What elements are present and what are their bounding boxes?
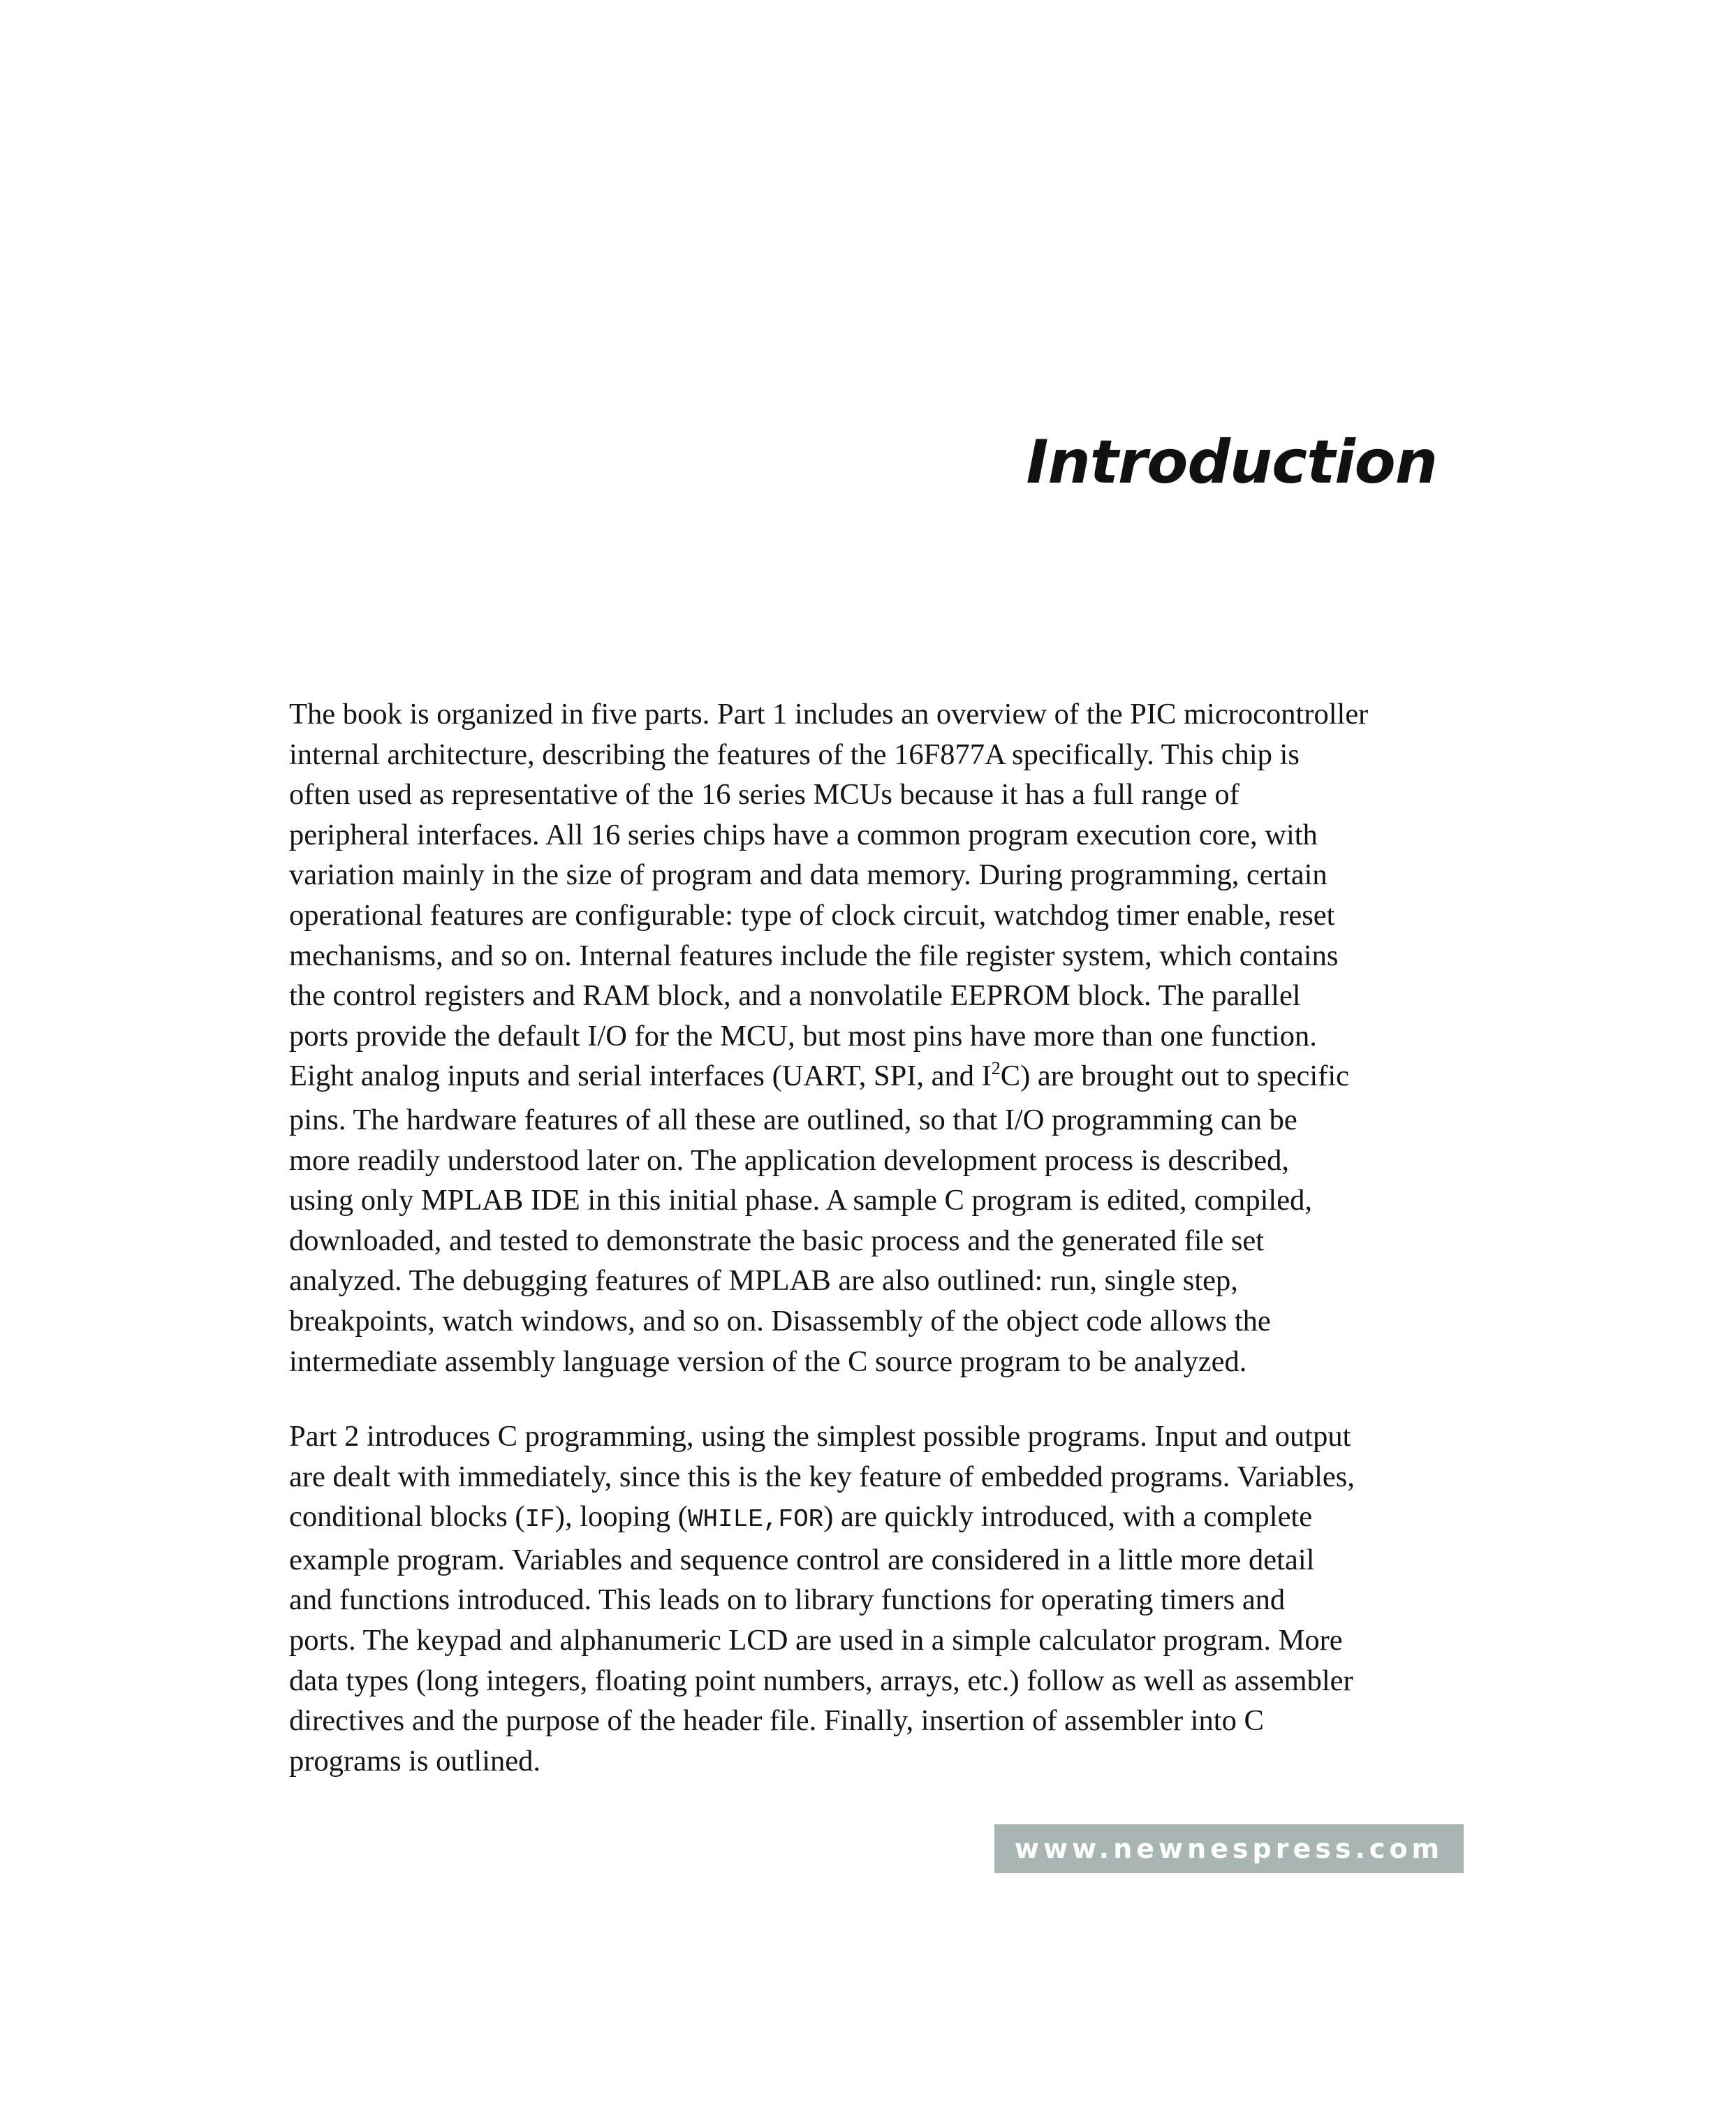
text-line: data types (long integers, floating point numbers, arrays, etc.) follow as well as assembler — [289, 1664, 1353, 1697]
text-line: The book is organized in five parts. Part 1 includes an overview of the PIC microcontroller — [289, 698, 1369, 731]
text-segment: conditional blocks ( — [289, 1500, 525, 1534]
footer-url: www.newnespress.com — [1014, 1833, 1444, 1864]
code-keyword: WHILE,FOR — [687, 1505, 824, 1534]
text-line: are dealt with immediately, since this is the key feature of embedded programs. Variables, — [289, 1460, 1355, 1493]
text-line: intermediate assembly language version of the C source program to be analyzed. — [289, 1344, 1247, 1378]
text-line: operational features are configurable: type of clock circuit, watchdog timer enable, reset — [289, 898, 1335, 932]
text-line: ports. The keypad and alphanumeric LCD are used in a simple calculator program. More — [289, 1624, 1343, 1657]
footer-badge — [994, 1824, 1464, 1873]
text-line: often used as representative of the 16 series MCUs because it has a full range of — [289, 778, 1240, 812]
superscript: 2 — [991, 1058, 1001, 1079]
text-line: ports provide the default I/O for the MCU, but most pins have more than one function. — [289, 1019, 1317, 1053]
text-line: pins. The hardware features of all these are outlined, so that I/O programming can be — [289, 1103, 1297, 1136]
chapter-title: Introduction — [1026, 427, 1437, 497]
text-segment: ), looping ( — [554, 1500, 688, 1534]
text-segment: ) are quickly introduced, with a complete — [823, 1500, 1313, 1534]
text-line: mechanisms, and so on. Internal features include the file register system, which contains — [289, 939, 1339, 972]
text-line: programs is outlined. — [289, 1744, 541, 1778]
text-line — [289, 1056, 1462, 1100]
text-line: Part 2 introduces C programming, using the simplest possible programs. Input and output — [289, 1420, 1351, 1453]
text-line: and functions introduced. This leads on to library functions for operating timers and — [289, 1583, 1286, 1617]
paragraph-gap — [289, 1382, 1462, 1416]
text-line: directives and the purpose of the header file. Finally, insertion of assembler into C — [289, 1704, 1264, 1738]
text-line: the control registers and RAM block, and a nonvolatile EEPROM block. The parallel — [289, 979, 1301, 1013]
text-line: analyzed. The debugging features of MPLAB are also outlined: run, single step, — [289, 1264, 1238, 1298]
text-segment: C) are brought out to specific — [1000, 1060, 1350, 1093]
text-line: using only MPLAB IDE in this initial phase. A sample C program is edited, compiled, — [289, 1184, 1312, 1217]
text-line: peripheral interfaces. All 16 series chips have a common program execution core, with — [289, 818, 1318, 851]
text-line: variation mainly in the size of program and data memory. During programming, certain — [289, 858, 1327, 892]
text-line: example program. Variables and sequence control are considered in a little more detail — [289, 1543, 1315, 1576]
text-line: downloaded, and tested to demonstrate the basic process and the generated file set — [289, 1224, 1265, 1257]
text-line: more readily understood later on. The application development process is described, — [289, 1143, 1289, 1177]
text-line — [289, 1497, 1462, 1540]
body-text — [289, 694, 1462, 1781]
code-keyword: IF — [524, 1505, 555, 1534]
text-line: internal architecture, describing the features of the 16F877A specifically. This chip is — [289, 738, 1300, 771]
text-segment: Eight analog inputs and serial interfaces (UART, SPI, and I — [289, 1060, 992, 1093]
text-line: breakpoints, watch windows, and so on. Disassembly of the object code allows the — [289, 1304, 1271, 1338]
